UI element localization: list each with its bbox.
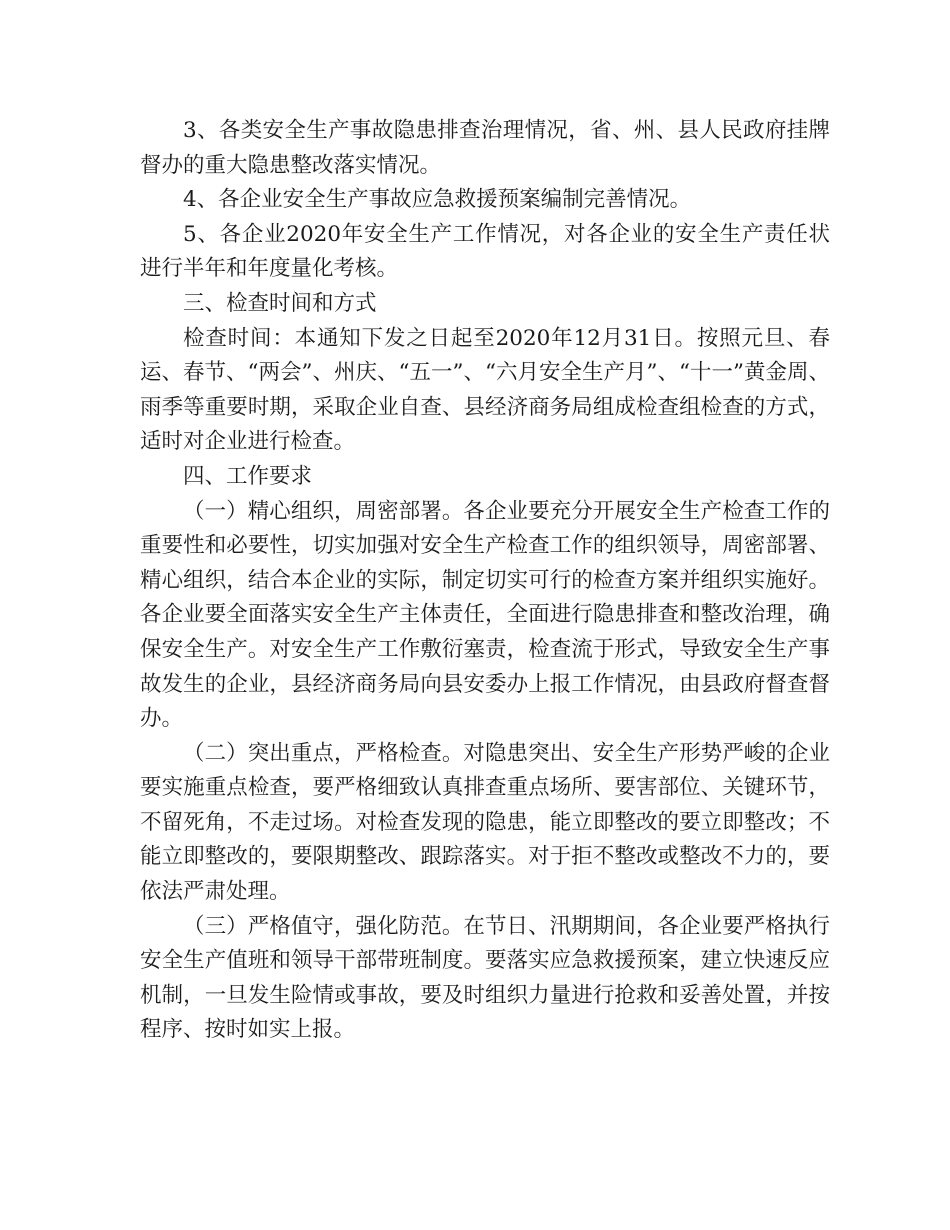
paragraph-requirement-3: （三）严格值守，强化防范。在节日、汛期期间，各企业要严格执行安全生产值班和领导干部带班制度。要落实应急救援预案，建立快速反应机制，一旦发生险情或事故，要及时组织力量进行抢救和妥善处置，并按程序、按时如实上报。	[140, 913, 830, 1043]
section-heading-work-requirements: 四、工作要求	[183, 463, 313, 489]
paragraph-item-5: 5、各企业2020年安全生产工作情况，对各企业的安全生产责任状进行半年和年度量化考核。	[140, 221, 830, 282]
section-heading-inspection-time: 三、检查时间和方式	[183, 290, 377, 316]
paragraph-requirement-2: （二）突出重点，严格检查。对隐患突出、安全生产形势严峻的企业要实施重点检查，要严格细致认真排查重点场所、要害部位、关键环节，不留死角，不走过场。对检查发现的隐患，能立即整改的要立即整改；不能立即整改的，要限期整改、跟踪落实。对于拒不整改或整改不力的，要依法严肃处理。	[140, 740, 830, 905]
paragraph-inspection-time: 检查时间：本通知下发之日起至2020年12月31日。按照元旦、春运、春节、“两会”、州庆、“五一”、“六月安全生产月”、“十一”黄金周、雨季等重要时期，采取企业自查、县经济商务局组成检查组检查的方式，适时对企业进行检查。	[140, 325, 830, 455]
paragraph-item-3: 3、各类安全生产事故隐患排查治理情况，省、州、县人民政府挂牌督办的重大隐患整改落实情况。	[140, 118, 830, 178]
paragraph-item-4: 4、各企业安全生产事故应急救援预案编制完善情况。	[183, 187, 692, 213]
paragraph-requirement-1: （一）精心组织，周密部署。各企业要充分开展安全生产检查工作的重要性和必要性，切实加强对安全生产检查工作的组织领导，周密部署、精心组织，结合本企业的实际，制定切实可行的检查方案并组织实施好。各企业要全面落实安全生产主体责任，全面进行隐患排查和整改治理，确保安全生产。对安全生产工作敷衍塞责，检查流于形式，导致安全生产事故发生的企业，县经济商务局向县安委办上报工作情况，由县政府督查督办。	[140, 498, 830, 732]
document-body	[140, 114, 830, 1048]
